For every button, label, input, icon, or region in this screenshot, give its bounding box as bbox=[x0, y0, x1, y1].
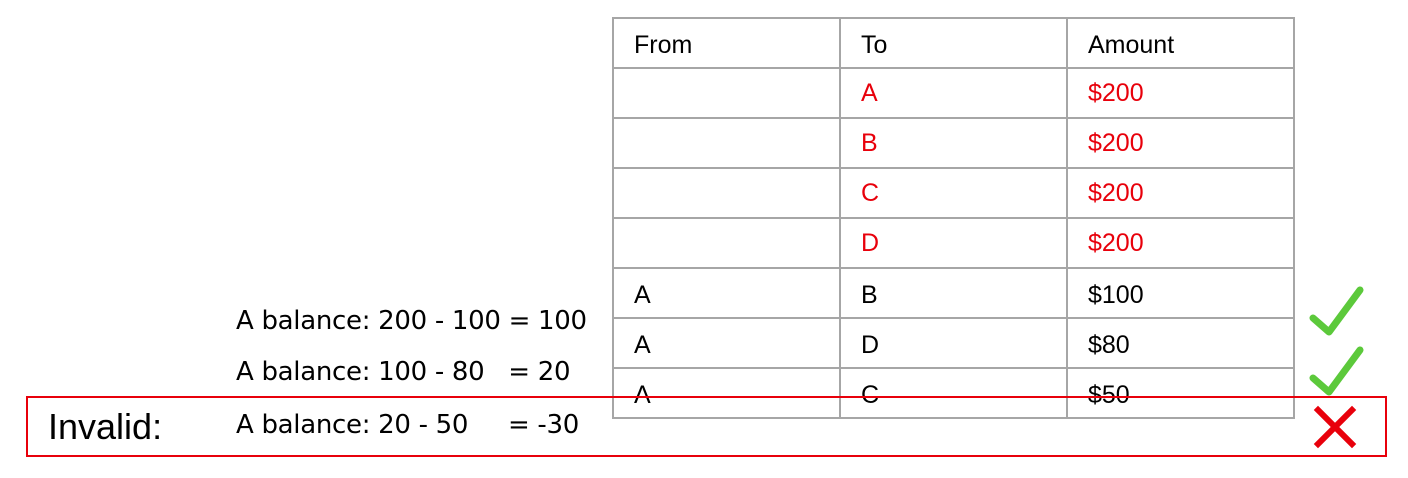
cell-from bbox=[613, 168, 840, 218]
cell-from bbox=[613, 68, 840, 118]
balance-note-1: A balance: 200 - 100 = 100 bbox=[236, 306, 587, 336]
cell-amount: $50 bbox=[1067, 368, 1294, 418]
table-row bbox=[613, 68, 1294, 118]
table-header-row bbox=[613, 18, 1294, 68]
cell-amount: $200 bbox=[1067, 68, 1294, 118]
cell-amount: $200 bbox=[1067, 168, 1294, 218]
cell-amount: $80 bbox=[1067, 318, 1294, 368]
cell-amount: $100 bbox=[1067, 268, 1294, 318]
cell-to: B bbox=[840, 268, 1067, 318]
invalid-highlight-box bbox=[26, 396, 1387, 457]
check-icon bbox=[1308, 344, 1364, 398]
cell-from bbox=[613, 118, 840, 168]
balance-note-3: A balance: 20 - 50 = -30 bbox=[236, 410, 579, 440]
balance-note-2: A balance: 100 - 80 = 20 bbox=[236, 357, 571, 387]
cell-from bbox=[613, 218, 840, 268]
header-to: To bbox=[840, 18, 1067, 68]
cell-to: D bbox=[840, 318, 1067, 368]
header-amount: Amount bbox=[1067, 18, 1294, 68]
table-row bbox=[613, 118, 1294, 168]
table-row bbox=[613, 218, 1294, 268]
cell-to: C bbox=[840, 368, 1067, 418]
cross-icon bbox=[1313, 405, 1357, 449]
transaction-table bbox=[612, 17, 1295, 419]
check-icon bbox=[1308, 284, 1364, 338]
cell-from: A bbox=[613, 368, 840, 418]
cell-to: A bbox=[840, 68, 1067, 118]
cell-from: A bbox=[613, 268, 840, 318]
cell-amount: $200 bbox=[1067, 218, 1294, 268]
cell-to: C bbox=[840, 168, 1067, 218]
table-row bbox=[613, 168, 1294, 218]
invalid-label: Invalid: bbox=[48, 406, 163, 447]
cell-to: D bbox=[840, 218, 1067, 268]
cell-amount: $200 bbox=[1067, 118, 1294, 168]
table-row bbox=[613, 268, 1294, 318]
table-row bbox=[613, 318, 1294, 368]
cell-to: B bbox=[840, 118, 1067, 168]
cell-from: A bbox=[613, 318, 840, 368]
header-from: From bbox=[613, 18, 840, 68]
